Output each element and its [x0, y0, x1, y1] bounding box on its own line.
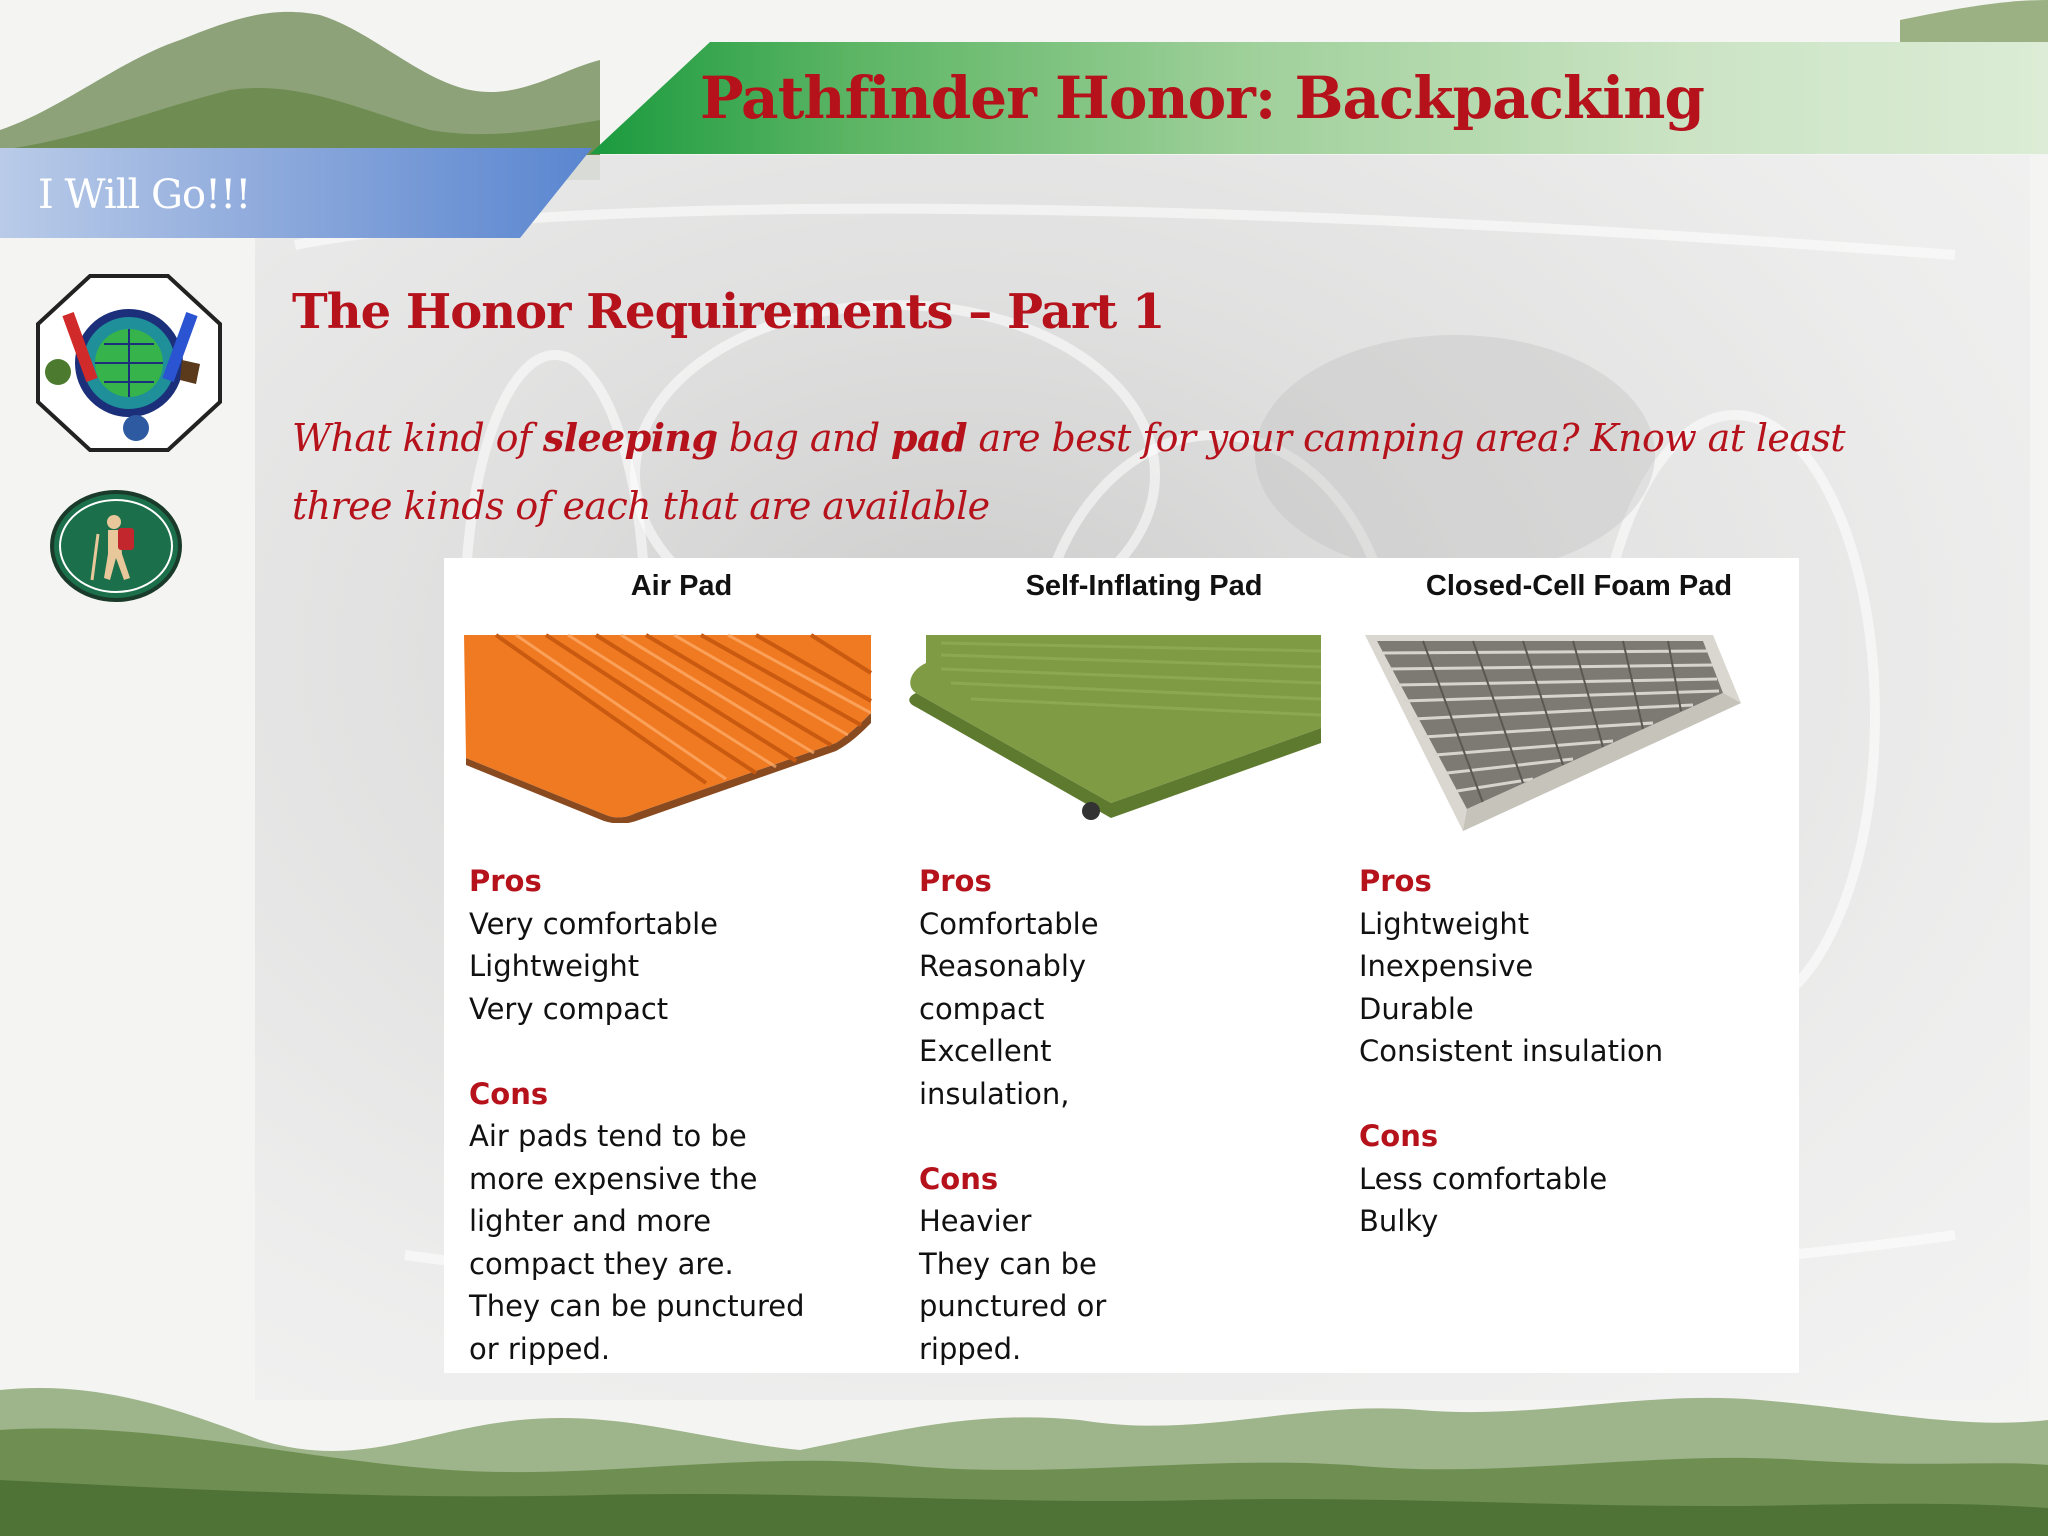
column-title: Self-Inflating Pad — [1025, 570, 1263, 602]
page-title: Pathfinder Honor: Backpacking — [700, 64, 1704, 132]
list-item: Air pads tend to be — [469, 1119, 747, 1153]
list-item: compact — [919, 991, 1045, 1026]
requirement-question: What kind of sleeping bag and pad are best for your camping area? Know at least three kinds of each that are available — [292, 415, 1845, 528]
list-item: Durable — [1359, 991, 1474, 1026]
tagline: I Will Go!!! — [38, 172, 251, 218]
master-guide-badge-icon — [34, 272, 224, 454]
cons-label: Cons — [919, 1161, 999, 1196]
closed-cell-foam-pad-column — [1359, 558, 1799, 1373]
list-item: lighter and more — [469, 1204, 712, 1238]
list-item: more expensive the — [469, 1161, 758, 1196]
keyword-sleeping: sleeping — [542, 415, 718, 460]
list-item: compact they are. — [469, 1246, 734, 1281]
list-item: Excellent — [919, 1034, 1052, 1068]
list-item: Less comfortable — [1359, 1161, 1608, 1196]
list-item: They can be punctured — [469, 1289, 805, 1323]
self-inflating-pad-details — [919, 860, 1106, 1370]
mountain-landscape-bottom — [0, 1370, 2048, 1536]
closed-cell-foam-pad-details — [1359, 860, 1663, 1243]
self-inflating-pad-image — [901, 633, 1321, 823]
column-title: Closed-Cell Foam Pad — [1425, 570, 1733, 602]
list-item: Lightweight — [1359, 906, 1530, 941]
list-item: or ripped. — [469, 1331, 611, 1366]
list-item: ripped. — [919, 1331, 1022, 1366]
pros-label: Pros — [469, 864, 542, 898]
air-pad-details — [469, 860, 805, 1370]
cons-label: Cons — [469, 1076, 549, 1111]
list-item: Heavier — [919, 1204, 1032, 1238]
list-item: insulation, — [919, 1076, 1070, 1111]
list-item: Reasonably — [919, 949, 1087, 983]
list-item: Lightweight — [469, 949, 640, 983]
list-item: Inexpensive — [1359, 949, 1534, 983]
list-item: Very compact — [469, 991, 669, 1026]
closed-cell-foam-pad-image — [1363, 633, 1743, 833]
cons-label: Cons — [1359, 1119, 1439, 1153]
list-item: Very comfortable — [469, 906, 718, 941]
air-pad-image — [456, 633, 876, 823]
pros-label: Pros — [919, 864, 992, 898]
air-pad-column — [444, 558, 899, 1373]
column-title: Air Pad — [630, 570, 733, 602]
pros-label: Pros — [1359, 864, 1432, 898]
list-item: Comfortable — [919, 906, 1099, 941]
backpacking-honor-badge-icon — [48, 488, 184, 604]
keyword-pad: pad — [891, 415, 967, 460]
list-item: They can be — [919, 1246, 1097, 1281]
self-inflating-pad-column — [899, 558, 1359, 1373]
section-heading: The Honor Requirements – Part 1 — [292, 284, 1165, 340]
pad-comparison-table — [444, 558, 1799, 1373]
list-item: Consistent insulation — [1359, 1034, 1664, 1068]
list-item: punctured or — [919, 1289, 1107, 1323]
list-item: Bulky — [1359, 1204, 1439, 1238]
